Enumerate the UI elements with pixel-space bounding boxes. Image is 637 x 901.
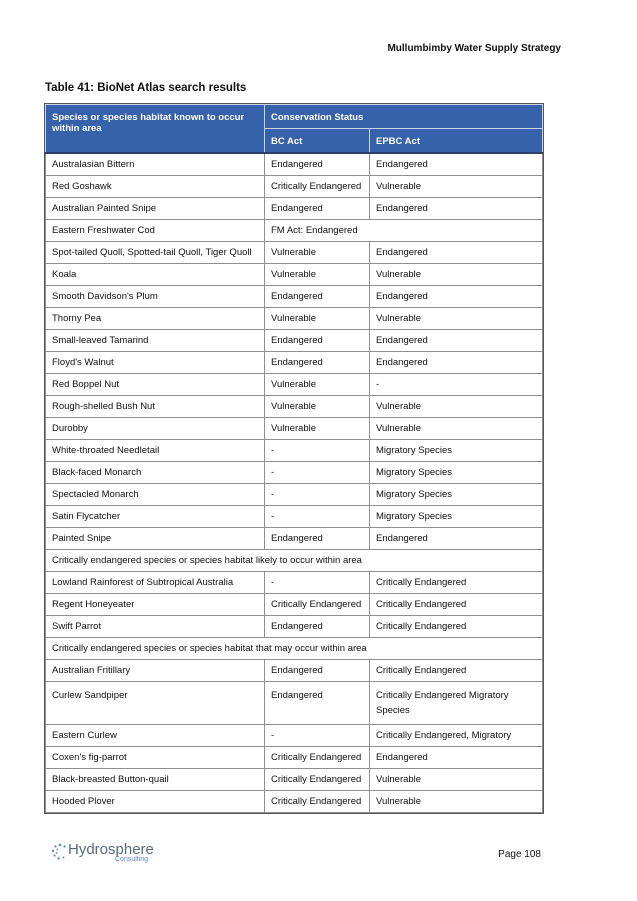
bc-act-cell: Endangered — [265, 660, 370, 682]
epbc-act-cell: Endangered — [370, 352, 543, 374]
water-droplets-icon — [51, 843, 69, 861]
table-row — [46, 330, 543, 352]
epbc-act-cell: Critically Endangered Migratory Species — [370, 682, 543, 725]
species-cell: Australian Painted Snipe — [46, 198, 265, 220]
bc-act-header: BC Act — [265, 128, 370, 153]
bc-act-cell: Vulnerable — [265, 396, 370, 418]
table-row — [46, 682, 543, 725]
bc-act-cell: Critically Endangered — [265, 594, 370, 616]
species-cell: Curlew Sandpiper — [46, 682, 265, 725]
bc-act-cell: Vulnerable — [265, 308, 370, 330]
section-row — [46, 638, 543, 660]
epbc-act-cell: Endangered — [370, 747, 543, 769]
bc-act-cell: Vulnerable — [265, 242, 370, 264]
species-column-header: Species or species habitat known to occur within area — [46, 105, 265, 154]
species-cell: Durobby — [46, 418, 265, 440]
bc-act-cell: Endangered — [265, 153, 370, 176]
epbc-act-cell: Endangered — [370, 198, 543, 220]
table-row — [46, 484, 543, 506]
bc-act-cell: Vulnerable — [265, 264, 370, 286]
species-cell: Lowland Rainforest of Subtropical Australia — [46, 572, 265, 594]
species-cell: Hooded Plover — [46, 791, 265, 813]
section-label: Critically endangered species or species habitat that may occur within area — [46, 638, 543, 660]
bionet-results-table — [45, 104, 543, 813]
epbc-act-cell: Endangered — [370, 528, 543, 550]
species-cell: Koala — [46, 264, 265, 286]
table-row — [46, 506, 543, 528]
epbc-act-cell: Critically Endangered — [370, 660, 543, 682]
epbc-act-cell: Vulnerable — [370, 176, 543, 198]
epbc-act-cell: - — [370, 374, 543, 396]
page-number: Page 108 — [498, 849, 541, 860]
bc-act-cell: Critically Endangered — [265, 769, 370, 791]
species-cell: White-throated Needletail — [46, 440, 265, 462]
epbc-act-cell: Vulnerable — [370, 769, 543, 791]
species-cell: Rough-shelled Bush Nut — [46, 396, 265, 418]
species-cell: Australasian Bittern — [46, 153, 265, 176]
bc-act-cell: Endangered — [265, 352, 370, 374]
species-cell: Eastern Freshwater Cod — [46, 220, 265, 242]
epbc-act-cell: Critically Endangered — [370, 572, 543, 594]
species-cell: Coxen's fig-parrot — [46, 747, 265, 769]
bc-act-cell: - — [265, 484, 370, 506]
bc-act-cell: Critically Endangered — [265, 791, 370, 813]
bc-act-cell: Endangered — [265, 330, 370, 352]
table-row — [46, 418, 543, 440]
table-row — [46, 594, 543, 616]
epbc-act-cell: Vulnerable — [370, 308, 543, 330]
bc-act-cell: Vulnerable — [265, 418, 370, 440]
species-cell: Painted Snipe — [46, 528, 265, 550]
bc-act-cell: Endangered — [265, 682, 370, 725]
epbc-act-cell: Vulnerable — [370, 791, 543, 813]
table-row — [46, 462, 543, 484]
bc-act-cell: Vulnerable — [265, 374, 370, 396]
bc-act-cell: - — [265, 572, 370, 594]
section-label: Critically endangered species or species habitat likely to occur within area — [46, 550, 543, 572]
species-cell: Spectacled Monarch — [46, 484, 265, 506]
hydrosphere-logo — [51, 842, 161, 866]
species-cell: Swift Parrot — [46, 616, 265, 638]
species-cell: Eastern Curlew — [46, 725, 265, 747]
epbc-act-cell: Endangered — [370, 153, 543, 176]
species-cell: Red Goshawk — [46, 176, 265, 198]
table-row — [46, 572, 543, 594]
table-row — [46, 374, 543, 396]
epbc-act-cell: Critically Endangered — [370, 616, 543, 638]
bc-act-cell: Endangered — [265, 198, 370, 220]
table-row — [46, 352, 543, 374]
bc-act-cell: Endangered — [265, 616, 370, 638]
table-body — [46, 153, 543, 813]
conservation-status-header: Conservation Status — [265, 105, 543, 129]
species-cell: Floyd's Walnut — [46, 352, 265, 374]
table-row — [46, 176, 543, 198]
table-row — [46, 198, 543, 220]
section-row — [46, 550, 543, 572]
table-caption: Table 41: BioNet Atlas search results — [45, 82, 247, 94]
table-row — [46, 725, 543, 747]
epbc-act-cell: Migratory Species — [370, 440, 543, 462]
epbc-act-cell: Critically Endangered — [370, 594, 543, 616]
epbc-act-cell: Vulnerable — [370, 264, 543, 286]
table-row — [46, 242, 543, 264]
table-row — [46, 660, 543, 682]
table-row — [46, 528, 543, 550]
logo-wordmark: Hydrosphere — [68, 841, 154, 858]
species-cell: Black-faced Monarch — [46, 462, 265, 484]
epbc-act-cell: Vulnerable — [370, 418, 543, 440]
species-cell: Regent Honeyeater — [46, 594, 265, 616]
epbc-act-cell: Migratory Species — [370, 506, 543, 528]
species-cell: Thorny Pea — [46, 308, 265, 330]
species-cell: Small-leaved Tamarind — [46, 330, 265, 352]
bc-act-cell: - — [265, 462, 370, 484]
species-cell: Spot-tailed Quoll, Spotted-tail Quoll, Tiger Quoll — [46, 242, 265, 264]
bc-act-cell: Critically Endangered — [265, 747, 370, 769]
table-row — [46, 308, 543, 330]
bc-act-cell: - — [265, 725, 370, 747]
epbc-act-header: EPBC Act — [370, 128, 543, 153]
logo-subtitle: Consulting — [115, 856, 149, 863]
epbc-act-cell: Vulnerable — [370, 396, 543, 418]
table-row — [46, 616, 543, 638]
bc-act-cell: Endangered — [265, 528, 370, 550]
species-cell: Black-breasted Button-quail — [46, 769, 265, 791]
species-cell: Red Boppel Nut — [46, 374, 265, 396]
epbc-act-cell: Migratory Species — [370, 462, 543, 484]
epbc-act-cell: Critically Endangered, Migratory — [370, 725, 543, 747]
species-cell: Australian Fritillary — [46, 660, 265, 682]
table-row — [46, 264, 543, 286]
species-cell: Smooth Davidson's Plum — [46, 286, 265, 308]
document-header-title: Mullumbimby Water Supply Strategy — [387, 43, 561, 54]
species-cell: Satin Flycatcher — [46, 506, 265, 528]
table-row — [46, 769, 543, 791]
epbc-act-cell: Endangered — [370, 242, 543, 264]
bc-act-cell: - — [265, 506, 370, 528]
table-header — [46, 105, 543, 154]
table-row — [46, 747, 543, 769]
epbc-act-cell: Endangered — [370, 330, 543, 352]
table-row — [46, 286, 543, 308]
table-row — [46, 440, 543, 462]
epbc-act-cell: Endangered — [370, 286, 543, 308]
status-merged-cell: FM Act: Endangered — [265, 220, 543, 242]
table-row — [46, 791, 543, 813]
epbc-act-cell: Migratory Species — [370, 484, 543, 506]
bc-act-cell: Critically Endangered — [265, 176, 370, 198]
table-row — [46, 153, 543, 176]
bc-act-cell: Endangered — [265, 286, 370, 308]
bc-act-cell: - — [265, 440, 370, 462]
table-row — [46, 396, 543, 418]
table-row — [46, 220, 543, 242]
